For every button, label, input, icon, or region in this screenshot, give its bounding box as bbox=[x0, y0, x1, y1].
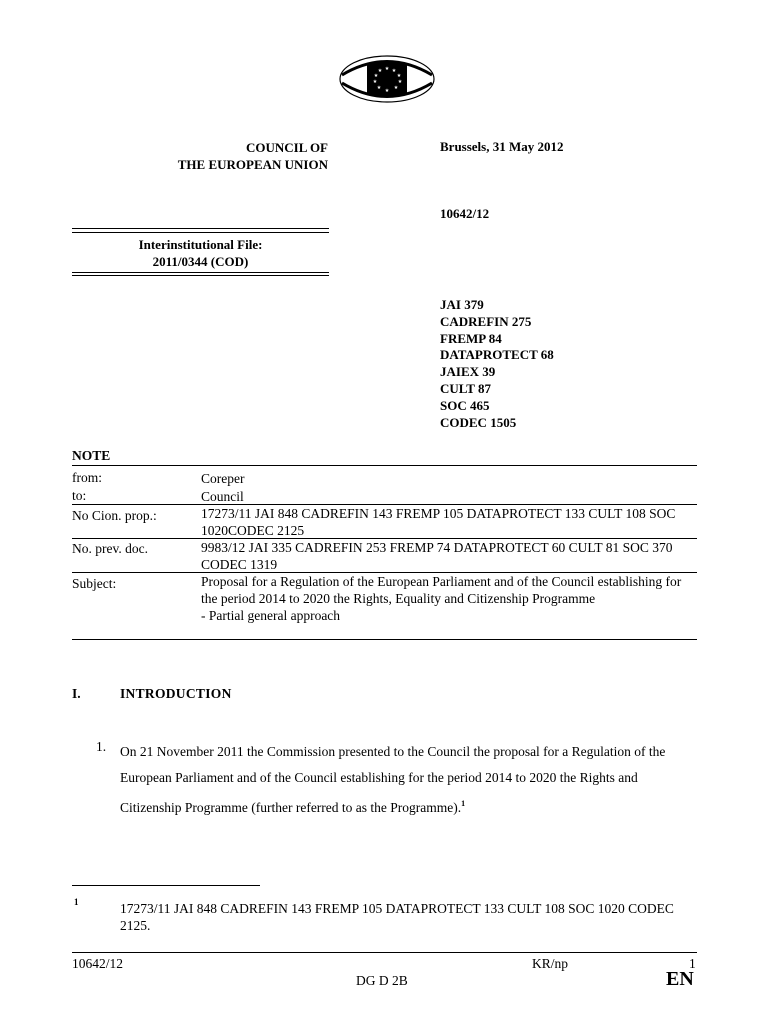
footnote-reference[interactable]: 1 bbox=[461, 799, 466, 808]
code-item: FREMP 84 bbox=[440, 330, 502, 346]
classification-codes bbox=[440, 297, 554, 431]
interinstitutional-value: 2011/0344 (COD) bbox=[152, 254, 249, 269]
note-label-from: from: bbox=[72, 470, 102, 485]
svg-text:★: ★ bbox=[393, 85, 399, 91]
footer-doc-number: 10642/12 bbox=[72, 956, 124, 971]
svg-text:★: ★ bbox=[373, 73, 379, 79]
paragraph-body: On 21 November 2011 the Commission presented to the Council the proposal for a Regulation of the European Parliament and of the Council establishing for the period 2014 to 2020 the Rights and Citizenship Programme (further referred to as the Programme). bbox=[120, 744, 666, 815]
note-rule bbox=[72, 465, 697, 466]
interinstitutional-label: Interinstitutional File: bbox=[138, 237, 263, 252]
eu-council-logo-icon bbox=[338, 54, 436, 104]
code-item: CULT 87 bbox=[440, 380, 491, 396]
subject-line: Proposal for a Regulation of the European Parliament and of the Council establishing for the period 2014 to 2020 the Rights, Equality and Citizenship Programme bbox=[201, 574, 682, 606]
code-item: DATAPROTECT 68 bbox=[440, 347, 554, 363]
council-name bbox=[130, 139, 328, 173]
code-item: CODEC 1505 bbox=[440, 414, 517, 430]
footnote-number: 1 bbox=[74, 897, 79, 907]
svg-text:★: ★ bbox=[372, 79, 378, 85]
code-item: JAI 379 bbox=[440, 297, 484, 312]
footer-rule bbox=[72, 952, 697, 953]
paragraph-text bbox=[120, 739, 700, 821]
svg-text:★: ★ bbox=[384, 66, 390, 72]
subject-line: - Partial general approach bbox=[201, 608, 341, 623]
section-title: INTRODUCTION bbox=[120, 686, 232, 701]
svg-text:★: ★ bbox=[377, 68, 383, 74]
footnote-text: 17273/11 JAI 848 CADREFIN 143 FREMP 105 DATAPROTECT 133 CULT 108 SOC 1020 CODEC 2125. bbox=[120, 901, 674, 933]
divider-double-bottom bbox=[72, 272, 329, 276]
svg-text:★: ★ bbox=[384, 88, 390, 94]
note-label-to: to: bbox=[72, 488, 87, 503]
code-item: CADREFIN 275 bbox=[440, 313, 532, 329]
footnote-rule bbox=[72, 885, 260, 886]
svg-text:★: ★ bbox=[376, 85, 382, 91]
note-label-subject: Subject: bbox=[72, 576, 117, 591]
note-value-subject bbox=[201, 573, 697, 624]
paragraph-number: 1. bbox=[96, 739, 107, 754]
note-label-prev-doc: No. prev. doc. bbox=[72, 541, 148, 556]
footer-directorate: DG D 2B bbox=[356, 973, 408, 988]
note-value-cion-prop: 17273/11 JAI 848 CADREFIN 143 FREMP 105 DATAPROTECT 133 CULT 108 SOC 1020CODEC 2125 bbox=[201, 506, 676, 538]
svg-text:★: ★ bbox=[397, 79, 403, 85]
note-title: NOTE bbox=[72, 448, 111, 463]
footer-initials: KR/np bbox=[532, 956, 569, 971]
footer-language: EN bbox=[666, 968, 694, 990]
council-line-2: THE EUROPEAN UNION bbox=[177, 157, 328, 172]
footer-page-number: 1 bbox=[689, 956, 696, 971]
code-item: JAIEX 39 bbox=[440, 364, 496, 380]
note-value-from: Coreper bbox=[201, 471, 245, 486]
council-line-1: COUNCIL OF bbox=[246, 140, 328, 155]
section-number: I. bbox=[72, 686, 81, 701]
note-label-cion-prop: No Cion. prop.: bbox=[72, 508, 157, 523]
note-value-to: Council bbox=[201, 489, 244, 504]
note-value-prev-doc: 9983/12 JAI 335 CADREFIN 253 FREMP 74 DATAPROTECT 60 CULT 81 SOC 370 CODEC 1319 bbox=[201, 540, 673, 572]
place-date: Brussels, 31 May 2012 bbox=[440, 139, 564, 154]
interinstitutional-file bbox=[72, 236, 329, 270]
document-number: 10642/12 bbox=[440, 206, 490, 221]
code-item: SOC 465 bbox=[440, 397, 490, 413]
svg-text:★: ★ bbox=[391, 68, 397, 74]
divider-double-top bbox=[72, 228, 329, 233]
note-rule bbox=[72, 639, 697, 640]
svg-text:★: ★ bbox=[396, 73, 402, 79]
